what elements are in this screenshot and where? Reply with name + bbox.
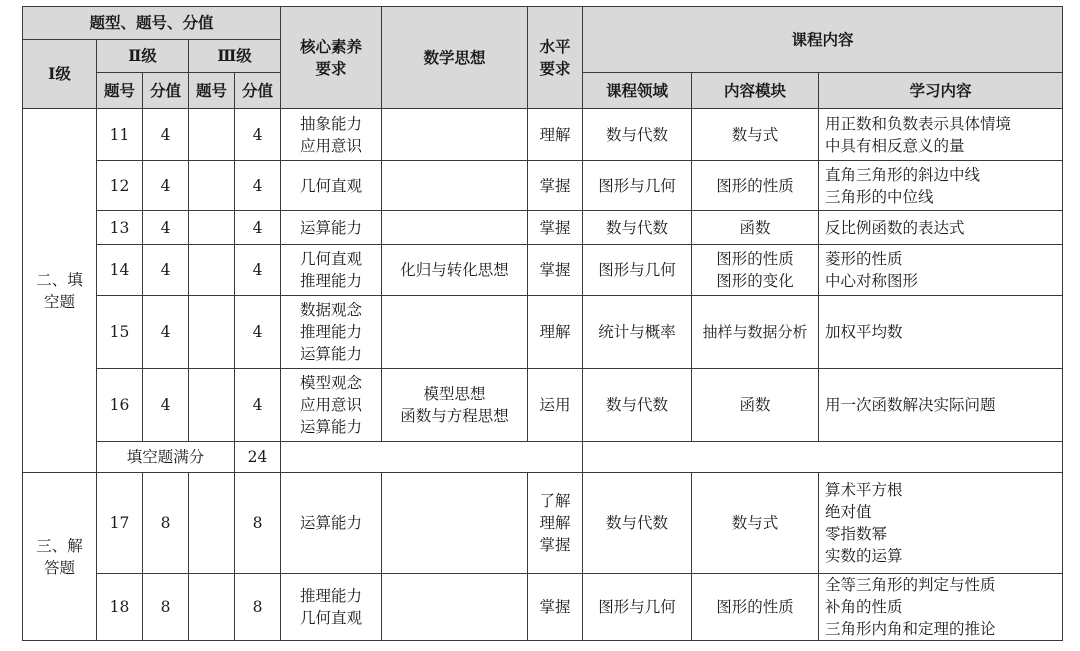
question-no: 16 [97, 369, 143, 442]
level-requirement: 掌握 [528, 574, 583, 641]
core-literacy: 几何直观 推理能力 [281, 245, 382, 296]
course-domain: 数与代数 [583, 211, 692, 245]
l3-question-no [189, 245, 235, 296]
l2-score: 4 [143, 296, 189, 369]
level-requirement: 理解 [528, 109, 583, 161]
fill-total-label: 填空题满分 [97, 442, 235, 473]
course-domain: 图形与几何 [583, 161, 692, 211]
learning-content: 菱形的性质 中心对称图形 [819, 245, 1063, 296]
course-content-header: 课程内容 [583, 7, 1063, 73]
l2-question-no-header: 题号 [97, 73, 143, 109]
l3-question-no [189, 109, 235, 161]
l3-score: 4 [235, 211, 281, 245]
table-row [23, 296, 1063, 369]
l2-score: 8 [143, 473, 189, 574]
level-requirement-header: 水平 要求 [528, 7, 583, 109]
core-literacy: 推理能力 几何直观 [281, 574, 382, 641]
l2-score: 4 [143, 245, 189, 296]
course-domain-header: 课程领域 [583, 73, 692, 109]
learning-content: 直角三角形的斜边中线 三角形的中位线 [819, 161, 1063, 211]
core-literacy-header: 核心素养 要求 [281, 7, 382, 109]
learning-content: 用正数和负数表示具体情境 中具有相反意义的量 [819, 109, 1063, 161]
math-thinking [382, 296, 528, 369]
blank-cell [281, 442, 583, 473]
l3-question-no [189, 369, 235, 442]
l3-score: 8 [235, 574, 281, 641]
question-no: 15 [97, 296, 143, 369]
core-literacy: 运算能力 [281, 473, 382, 574]
question-no: 18 [97, 574, 143, 641]
level-requirement: 掌握 [528, 161, 583, 211]
l3-score: 4 [235, 296, 281, 369]
learning-content: 算术平方根 绝对值 零指数幂 实数的运算 [819, 473, 1063, 574]
content-module: 函数 [692, 211, 819, 245]
l2-score: 4 [143, 161, 189, 211]
content-module: 函数 [692, 369, 819, 442]
math-thinking: 化归与转化思想 [382, 245, 528, 296]
level-requirement: 理解 [528, 296, 583, 369]
l2-score: 4 [143, 109, 189, 161]
l2-score: 4 [143, 369, 189, 442]
level-requirement: 运用 [528, 369, 583, 442]
l2-score: 4 [143, 211, 189, 245]
l3-question-no [189, 574, 235, 641]
course-domain: 数与代数 [583, 369, 692, 442]
question-no: 11 [97, 109, 143, 161]
fill-section-label: 二、填 空题 [23, 109, 97, 473]
table-row [23, 574, 1063, 641]
level2-header: Ⅱ级 [97, 40, 189, 73]
table-row [23, 473, 1063, 574]
content-module: 抽样与数据分析 [692, 296, 819, 369]
content-module-header: 内容模块 [692, 73, 819, 109]
l3-score: 8 [235, 473, 281, 574]
table-row [23, 109, 1063, 161]
curriculum-analysis-table [22, 6, 1063, 641]
table-row [23, 161, 1063, 211]
course-domain: 数与代数 [583, 473, 692, 574]
math-thinking [382, 211, 528, 245]
question-no: 13 [97, 211, 143, 245]
l2-score-header: 分值 [143, 73, 189, 109]
header-row-1 [23, 7, 1063, 40]
l3-question-no [189, 296, 235, 369]
level-requirement: 掌握 [528, 245, 583, 296]
l3-score: 4 [235, 109, 281, 161]
blank-cell [583, 442, 1063, 473]
learning-content: 反比例函数的表达式 [819, 211, 1063, 245]
learning-content: 用一次函数解决实际问题 [819, 369, 1063, 442]
content-module: 图形的性质 图形的变化 [692, 245, 819, 296]
core-literacy: 几何直观 [281, 161, 382, 211]
table-row [23, 211, 1063, 245]
type-number-score-header: 题型、题号、分值 [23, 7, 281, 40]
course-domain: 统计与概率 [583, 296, 692, 369]
level1-header: Ⅰ级 [23, 40, 97, 109]
math-thinking-header: 数学思想 [382, 7, 528, 109]
math-thinking [382, 473, 528, 574]
math-thinking [382, 109, 528, 161]
learning-content: 全等三角形的判定与性质 补角的性质 三角形内角和定理的推论 [819, 574, 1063, 641]
l3-score: 4 [235, 161, 281, 211]
learning-content: 加权平均数 [819, 296, 1063, 369]
l3-question-no [189, 211, 235, 245]
level3-header: Ⅲ级 [189, 40, 281, 73]
core-literacy: 运算能力 [281, 211, 382, 245]
fill-total-score: 24 [235, 442, 281, 473]
l2-score: 8 [143, 574, 189, 641]
level-requirement: 掌握 [528, 211, 583, 245]
content-module: 图形的性质 [692, 574, 819, 641]
content-module: 数与式 [692, 109, 819, 161]
answer-section-label: 三、解 答题 [23, 473, 97, 641]
core-literacy: 数据观念 推理能力 运算能力 [281, 296, 382, 369]
l3-question-no [189, 161, 235, 211]
course-domain: 图形与几何 [583, 245, 692, 296]
l3-score: 4 [235, 369, 281, 442]
l3-question-no [189, 473, 235, 574]
l3-question-no-header: 题号 [189, 73, 235, 109]
question-no: 17 [97, 473, 143, 574]
math-thinking [382, 161, 528, 211]
math-thinking: 模型思想 函数与方程思想 [382, 369, 528, 442]
table-row [23, 245, 1063, 296]
math-thinking [382, 574, 528, 641]
course-domain: 数与代数 [583, 109, 692, 161]
l3-score-header: 分值 [235, 73, 281, 109]
question-no: 14 [97, 245, 143, 296]
content-module: 数与式 [692, 473, 819, 574]
subtotal-row [23, 442, 1063, 473]
table-row [23, 369, 1063, 442]
core-literacy: 抽象能力 应用意识 [281, 109, 382, 161]
core-literacy: 模型观念 应用意识 运算能力 [281, 369, 382, 442]
course-domain: 图形与几何 [583, 574, 692, 641]
question-no: 12 [97, 161, 143, 211]
content-module: 图形的性质 [692, 161, 819, 211]
level-requirement: 了解 理解 掌握 [528, 473, 583, 574]
learning-content-header: 学习内容 [819, 73, 1063, 109]
l3-score: 4 [235, 245, 281, 296]
